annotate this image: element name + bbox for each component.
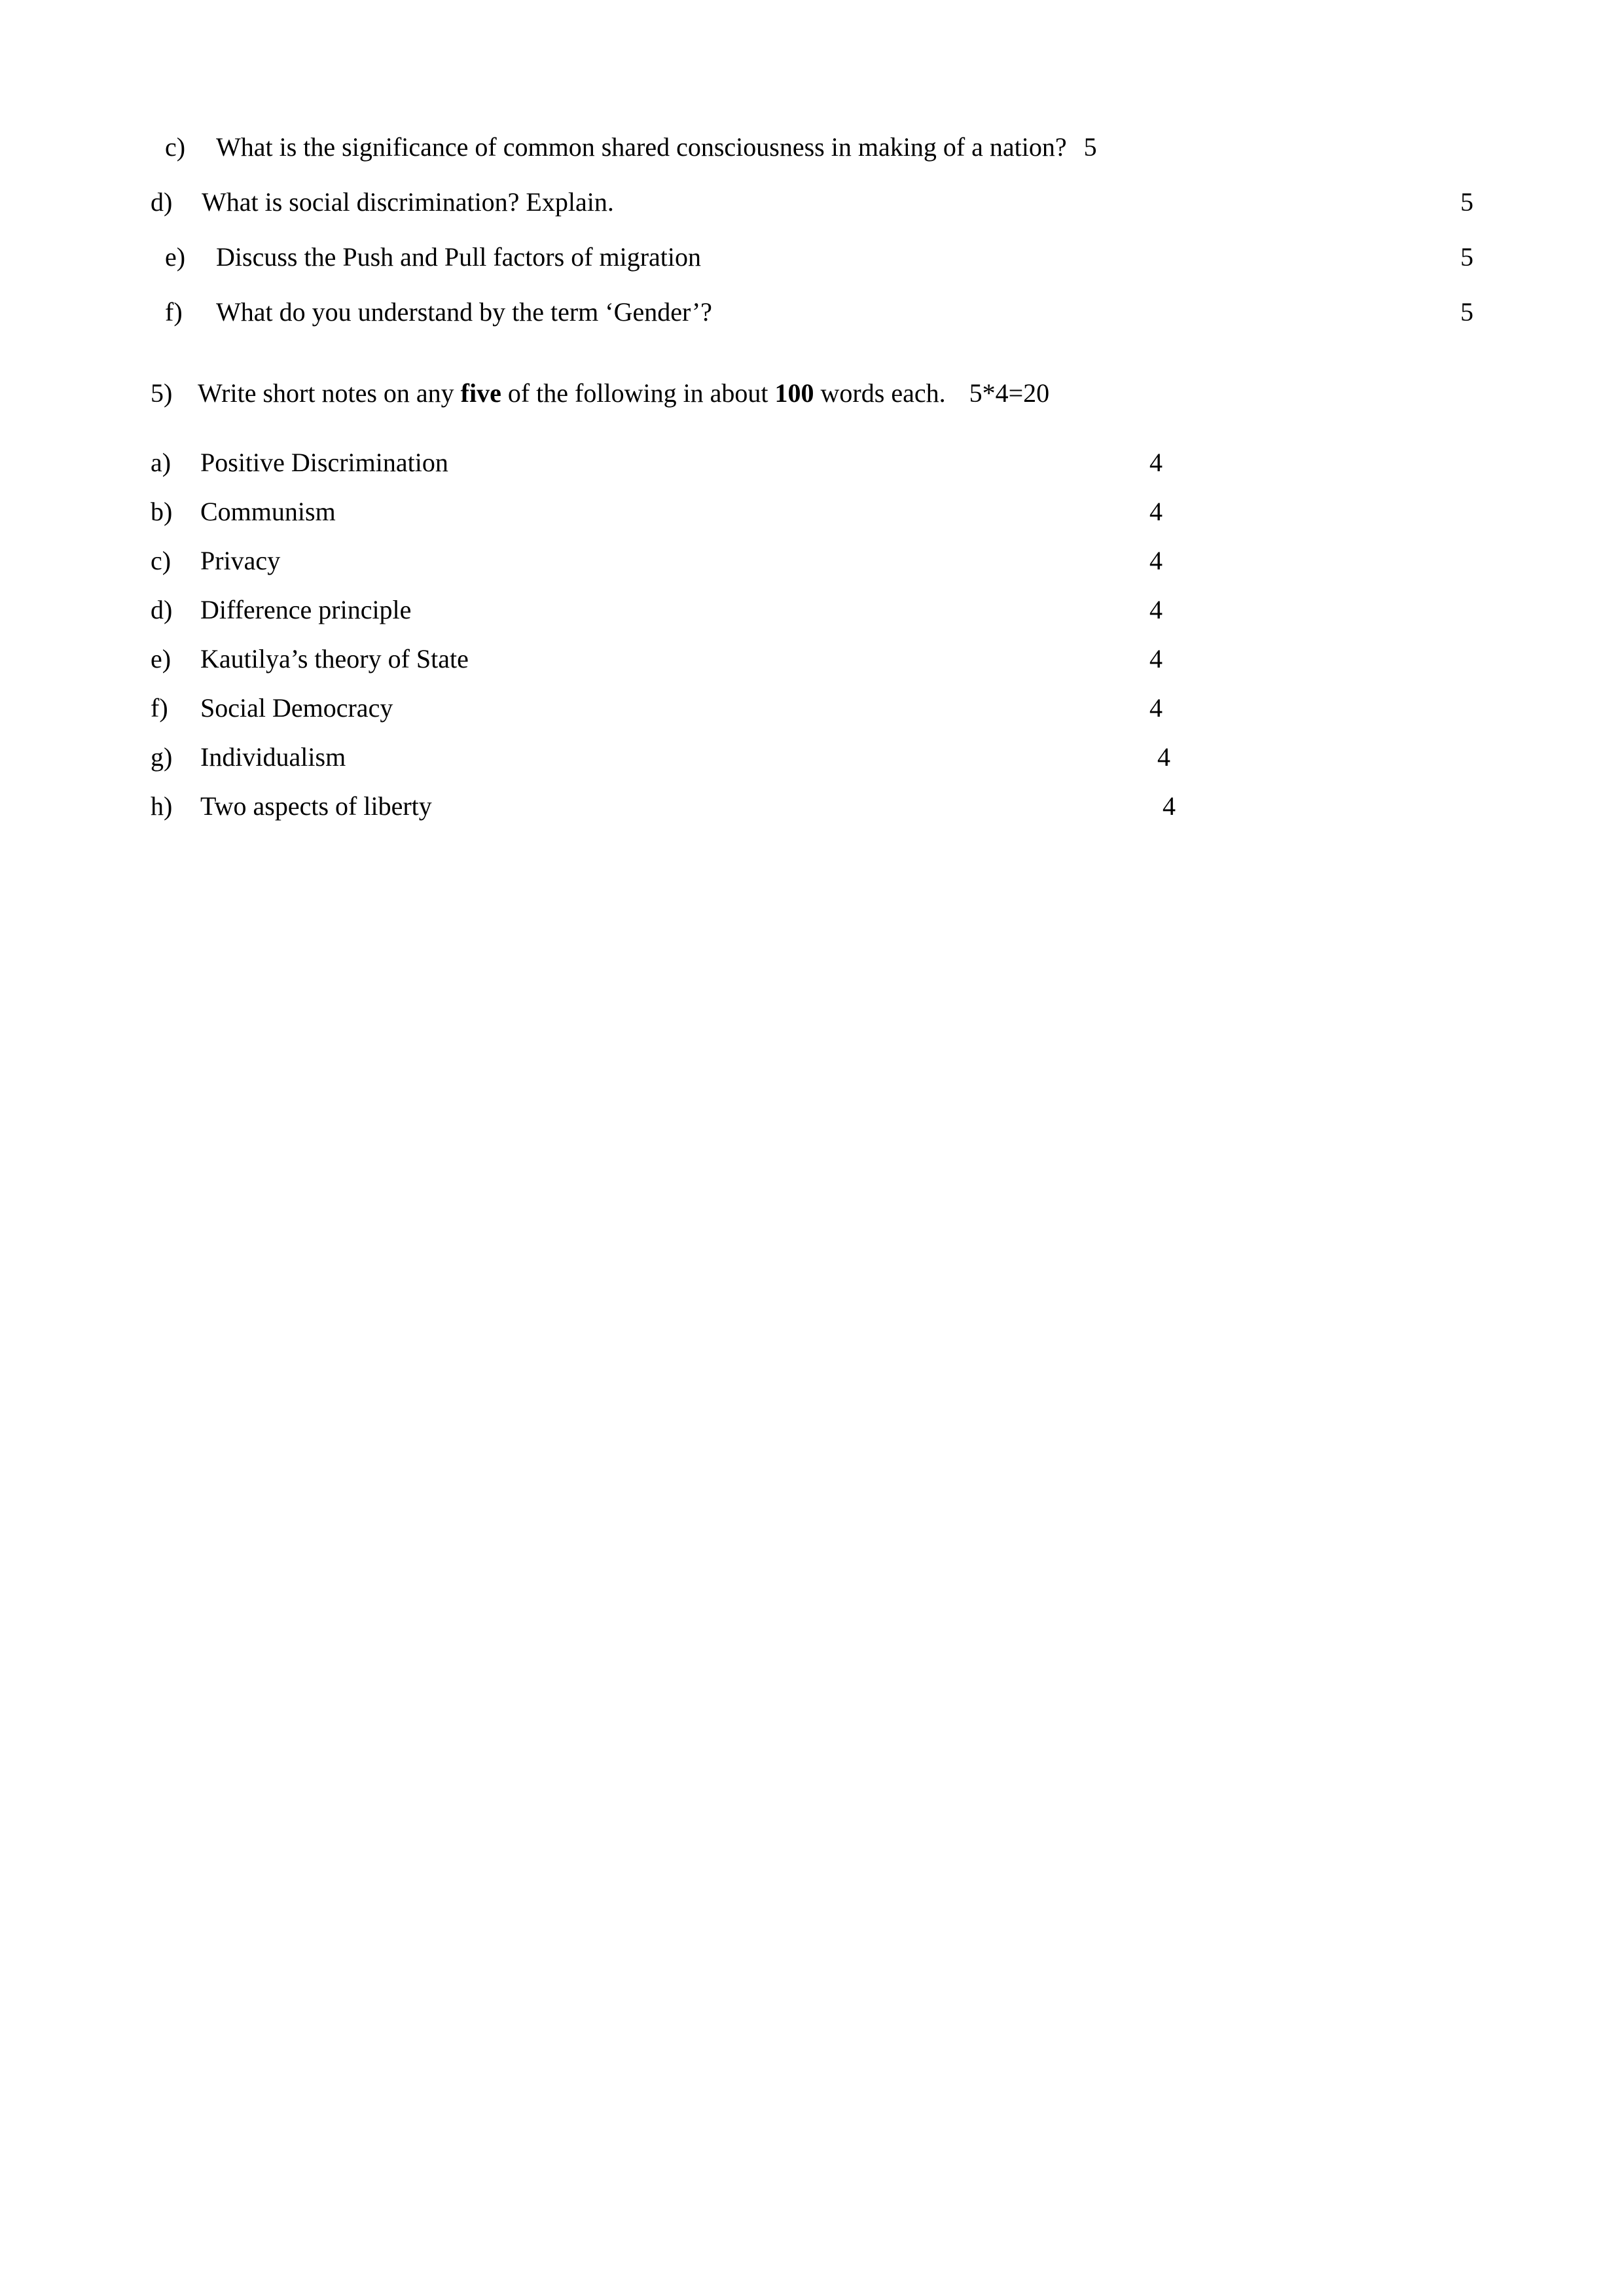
question-item bbox=[151, 186, 1473, 219]
item-marks: 5 bbox=[1460, 242, 1473, 272]
item-text: What is the significance of common shared consciousness in making of a nation? bbox=[216, 132, 1067, 162]
list-item bbox=[151, 495, 1473, 528]
item-marker: d) bbox=[151, 187, 173, 217]
q5-text-part1: Write short notes on any bbox=[198, 378, 461, 408]
list-item bbox=[151, 790, 1473, 823]
item-marks: 4 bbox=[1157, 742, 1170, 772]
item-text: Discuss the Push and Pull factors of migration bbox=[216, 242, 702, 272]
item-text: Individualism bbox=[200, 742, 346, 772]
item-text: Positive Discrimination bbox=[200, 448, 448, 477]
q5-text-part3: words each. bbox=[814, 378, 946, 408]
question-4-continued-list bbox=[151, 131, 1473, 329]
item-marker: b) bbox=[151, 497, 173, 526]
list-item bbox=[151, 545, 1473, 577]
item-marker: e) bbox=[165, 242, 186, 272]
item-marker: f) bbox=[165, 297, 183, 327]
item-marker: e) bbox=[151, 644, 171, 673]
item-marks: 4 bbox=[1149, 448, 1163, 477]
question-item bbox=[151, 131, 1473, 164]
question-5-heading bbox=[151, 377, 1473, 410]
item-marker: f) bbox=[151, 693, 168, 723]
list-item bbox=[151, 446, 1473, 479]
item-marks: 4 bbox=[1149, 693, 1163, 723]
item-text: Two aspects of liberty bbox=[200, 791, 432, 821]
item-text: Difference principle bbox=[200, 595, 412, 624]
item-marker: c) bbox=[165, 132, 186, 162]
list-item bbox=[151, 594, 1473, 626]
q5-bold-five: five bbox=[460, 378, 501, 408]
item-text: Privacy bbox=[200, 546, 281, 575]
item-marks: 5 bbox=[1083, 132, 1097, 162]
item-marks: 5 bbox=[1460, 187, 1473, 217]
list-item bbox=[151, 692, 1473, 725]
short-notes-list bbox=[151, 446, 1473, 823]
question-5-marker: 5) bbox=[151, 378, 173, 408]
item-text: Social Democracy bbox=[200, 693, 393, 723]
item-text: What is social discrimination? Explain. bbox=[202, 187, 614, 217]
item-marker: h) bbox=[151, 791, 173, 821]
item-marker: c) bbox=[151, 546, 171, 575]
question-item bbox=[151, 241, 1473, 274]
item-marks: 4 bbox=[1149, 595, 1163, 624]
list-item bbox=[151, 643, 1473, 675]
question-5-marks: 5*4=20 bbox=[969, 378, 1050, 408]
q5-text-part2: of the following in about bbox=[501, 378, 775, 408]
item-marks: 4 bbox=[1149, 644, 1163, 673]
item-marker: a) bbox=[151, 448, 171, 477]
item-marks: 4 bbox=[1149, 546, 1163, 575]
q5-bold-hundred: 100 bbox=[774, 378, 814, 408]
question-5-text bbox=[198, 377, 946, 410]
item-marker: d) bbox=[151, 595, 173, 624]
item-text: Communism bbox=[200, 497, 336, 526]
list-item bbox=[151, 741, 1473, 774]
item-marks: 4 bbox=[1149, 497, 1163, 526]
item-marker: g) bbox=[151, 742, 173, 772]
item-marks: 4 bbox=[1163, 791, 1176, 821]
item-text: What do you understand by the term ‘Gender’? bbox=[216, 297, 712, 327]
item-marks: 5 bbox=[1460, 297, 1473, 327]
question-item bbox=[151, 296, 1473, 329]
item-text: Kautilya’s theory of State bbox=[200, 644, 469, 673]
